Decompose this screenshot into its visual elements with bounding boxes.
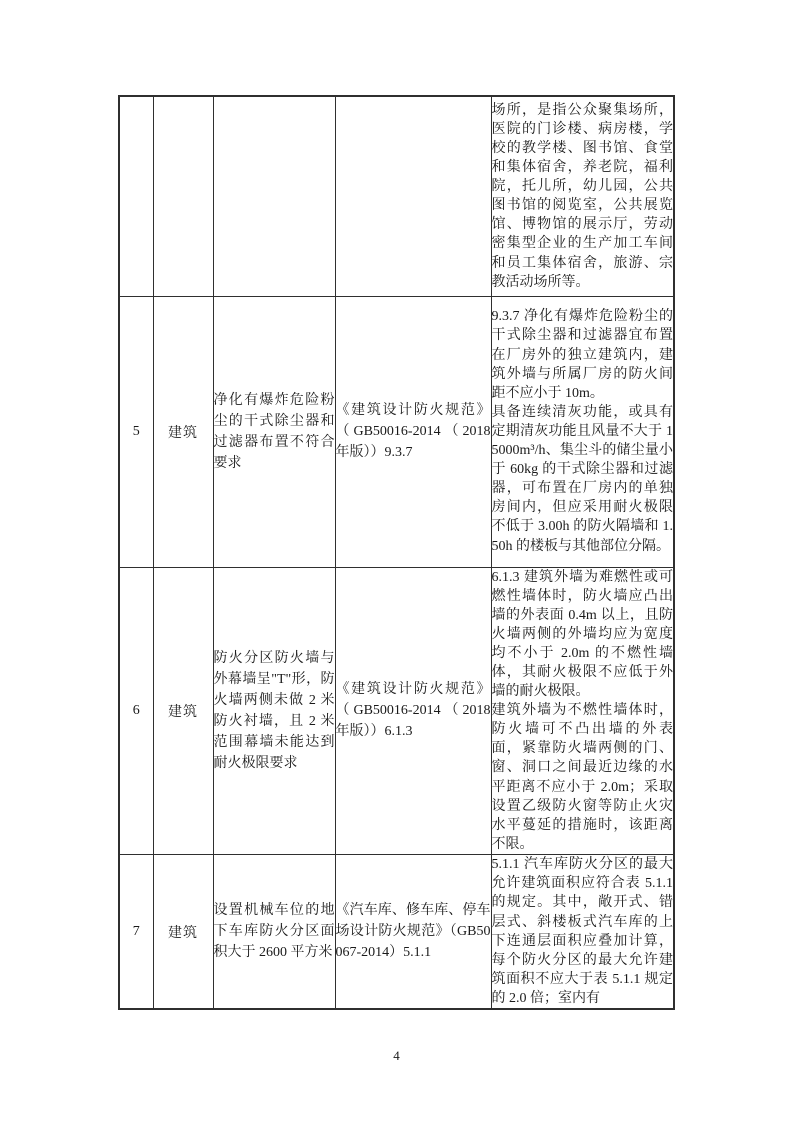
row-number-cell: 5 xyxy=(119,296,153,567)
detail-cell xyxy=(491,567,674,854)
table-row xyxy=(119,96,674,296)
detail-paragraph: 5.1.1 汽车库防火分区的最大允许建筑面积应符合表 5.1.1 的规定。其中，敞开式、错层式、斜楼板式汽车库的上下连通层面积应叠加计算，每个防火分区的最大允许建筑面积不应大于表 5.1.1 规定的 2.0 倍；室内有 xyxy=(491,857,673,1006)
table-row xyxy=(119,567,674,854)
standard-cell: 《汽车库、修车库、停车场设计防火规范》（GB50067-2014）5.1.1 xyxy=(335,854,491,1009)
row-number-cell: 7 xyxy=(119,854,153,1009)
table-row xyxy=(119,854,674,1009)
detail-paragraph: 建筑外墙为不燃性墙体时，防火墙可不凸出墙的外表面，紧靠防火墙两侧的门、窗、洞口之间最近边缘的水平距离不应小于 2.0m；采取设置乙级防火窗等防止火灾水平蔓延的措施时，该距离不限。 xyxy=(491,703,673,852)
description-cell xyxy=(213,96,335,296)
table-row xyxy=(119,296,674,567)
detail-cell xyxy=(491,96,674,296)
standard-cell xyxy=(335,96,491,296)
page-number: 4 xyxy=(393,1048,400,1063)
description-cell: 净化有爆炸危险粉尘的干式除尘器和过滤器布置不符合要求 xyxy=(213,296,335,567)
category-cell xyxy=(153,96,213,296)
row-number-cell xyxy=(119,96,153,296)
category-cell: 建筑 xyxy=(153,296,213,567)
detail-paragraph: 6.1.3 建筑外墙为难燃性或可燃性墙体时，防火墙应凸出墙的外表面 0.4m 以上，且防火墙两侧的外墙均应为宽度均不小于 2.0m 的不燃性墙体，其耐火极限不应低于外墙的耐火极限。 xyxy=(491,569,673,700)
detail-cell xyxy=(491,854,674,1009)
category-cell: 建筑 xyxy=(153,567,213,854)
row-number-cell: 6 xyxy=(119,567,153,854)
detail-paragraph: 具备连续清灰功能，或具有定期清灰功能且风量不大于 15000m³/h、集尘斗的储尘量小于 60kg 的干式除尘器和过滤器，可布置在厂房内的单独房间内，但应采用耐火极限不低于 3.00h 的防火隔墙和 1.50h 的楼板与其他部位分隔。 xyxy=(491,404,673,554)
description-cell: 防火分区防火墙与外幕墙呈"T"形，防火墙两侧未做 2 米防火衬墙，且 2 米范围幕墙未能达到耐火极限要求 xyxy=(213,567,335,854)
description-cell: 设置机械车位的地下车库防火分区面积大于 2600 平方米 xyxy=(213,854,335,1009)
detail-cell xyxy=(491,296,674,567)
standard-cell: 《建筑设计防火规范》（GB50016-2014（2018 年版））6.1.3 xyxy=(335,567,491,854)
category-cell: 建筑 xyxy=(153,854,213,1009)
detail-paragraph: 9.3.7 净化有爆炸危险粉尘的干式除尘器和过滤器宜布置在厂房外的独立建筑内，建筑外墙与所属厂房的防火间距不应小于 10m。 xyxy=(491,309,673,401)
detail-paragraph: 场所，是指公众聚集场所，医院的门诊楼、病房楼，学校的教学楼、图书馆、食堂和集体宿舍，养老院，福利院，托儿所，幼儿园，公共图书馆的阅览室，公共展览馆、博物馆的展示厅，劳动密集型企业的生产加工车间和员工集体宿舍，旅游、宗教活动场所等。 xyxy=(491,102,673,290)
issues-table xyxy=(118,95,675,1010)
standard-cell: 《建筑设计防火规范》（GB50016-2014（2018 年版））9.3.7 xyxy=(335,296,491,567)
